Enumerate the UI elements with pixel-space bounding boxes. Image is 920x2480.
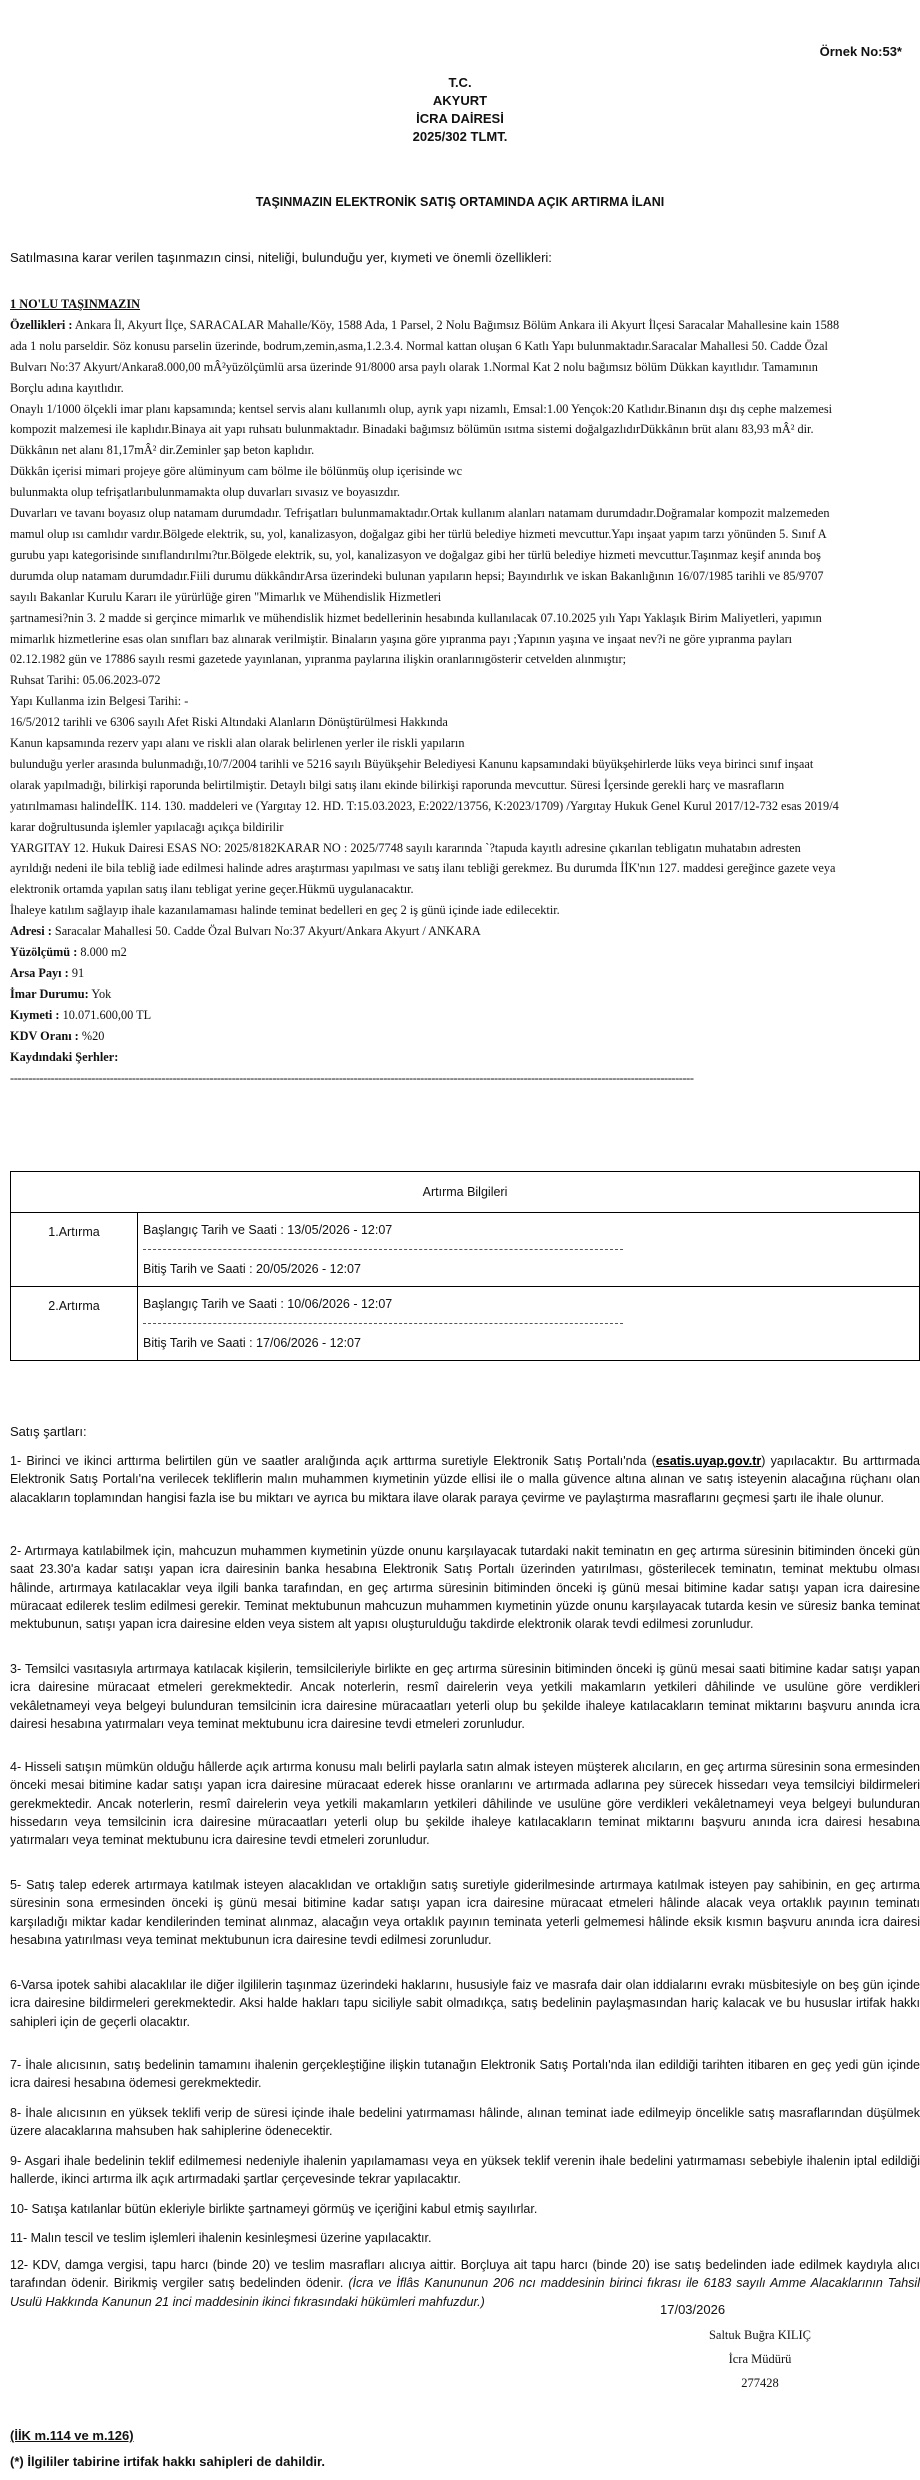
esatis-link[interactable]: esatis.uyap.gov.tr [655,1454,762,1468]
area-value: 8.000 m2 [80,945,127,960]
property-line: bulunduğu yerler arasında bulunmadığı,10/7/2004 tarihli ve 5216 sayılı Büyükşehir Belediyesi Kanunu kapsamındaki büyükşehirlerde lüks veya birinci sınıf inşaat [10,756,814,771]
address-value: Saracalar Mahallesi 50. Cadde Özal Bulvarı No:37 Akyurt/Ankara Akyurt / ANKARA [54,924,481,939]
property-line: elektronik ortamda yapılan satış ilanı tebligat yerine geçer.Hükmü uygulanacaktır. [10,882,414,897]
signature-title: İcra Müdürü [728,2352,792,2366]
document-header [0,74,920,146]
value-row [10,1005,920,1026]
auction-row [11,1213,920,1287]
condition-text: ) yapılacaktır. Bu arttırmada Elektronik Satış Portalı'na verilecek tekliflerin malın muhammen kıymetinin yüzde ellisi ile o malla güvence altına alınan ve satış isteyenin alacağına rüçhanı olan alacakların toplamından hangisi fazla ise bu miktarı ve ayrıca bu miktara ilave olarak paraya çevirme ve paylaştırma masraflarını geçmesi şartı ile ihale olunur. [10,1454,920,1505]
property-line: mimarlık hizmetlerine esas olan sınıfları baz alınarak verilmiştir. Binaların yaşına göre yıpranma payı ;Yapının yaşına ve inşaat nev?i ne göre yıpranma payları [10,631,793,646]
property-line: ayrıldığı nedeni ile bila tebliğ iade edilmesi halinde adres araştırması yapılması ve satış ilanı tebliği gerekmez. Bu durumda İİK'nın 127. maddesi gereğince gazete veya [10,861,836,876]
condition-11: 11- Malın tescil ve teslim işlemleri ihalenin kesinleşmesi üzerine yapılacaktır. [10,2231,432,2245]
auction-end: Bitiş Tarih ve Saati : 20/05/2026 - 12:07 [143,1262,361,1276]
auction-start: Başlangıç Tarih ve Saati : 13/05/2026 - 12:07 [143,1223,393,1237]
property-line: Yapı Kullanma izin Belgesi Tarihi: - [10,694,189,709]
kdv-row [10,1026,920,1047]
address-row [10,921,920,942]
condition-italic-note: (İcra ve İflâs Kanununun 206 ncı maddesinin birinci fıkrası ile 6183 sayılı Amme Alacaklarının Tahsil Usulü Hakkında Kanunun 21 inci maddesinin ikinci fıkrasındaki hükümleri mahfuzdur.) [10,2276,920,2309]
features-label: Özellikleri : [10,317,73,332]
property-line: yatırılmaması halindeİİK. 114. 130. maddeleri ve (Yargıtay 12. HD. T:15.03.2023, E:2022/13756, K:2023/1709) /Yargıtay Hukuk Genel Kurul 2017/12-732 esas 2019/4 [10,798,839,813]
property-line: 02.12.1982 gün ve 17886 sayılı resmi gazetede yayınlanan, yıpranma paylarına ilişkin oranlarınıgösterir cetvelden alınmıştır; [10,652,627,667]
ornek-number: Örnek No:53* [819,44,902,59]
share-row [10,963,920,984]
property-line: Dükkân içerisi mimari projeye göre alüminyum cam bölme ile bölünmüş olup içerisinde wc [10,464,463,479]
auction-start: Başlangıç Tarih ve Saati : 10/06/2026 - 12:07 [143,1297,393,1311]
property-line: mamul olup ısı camlıdır vardır.Bölgede elektrik, su, yol, kanalizasyon, doğalgaz gibi her türlü belediye hizmeti mevcuttur.Yapı inşaat yapım tarzı yönünden 5. Sınıf A [10,526,827,541]
property-line: bulunmakta olup tefrişatlarıbulunmamakta olup duvarları sıvasız ve boyasızdır. [10,485,400,500]
value-amount: 10.071.600,00 TL [62,1007,152,1022]
condition-3: 3- Temsilci vasıtasıyla artırmaya katılacak kişilerin, temsilcileriyle birlikte en geç artırma süresinin bitiminden önceki iş günü mesai saati bitimine kadar satışı yapan icra dairesine müracaat etmeleri gerekmektedir. Ancak noterlerin, resmî dairelerin veya yetkili makamların yetkileri dâhilinde ve usulüne göre verdikleri vekâletnameyi veya belgeyi bulunduran temsilcinin icra dairesine müracaatları yeterli olup bu şekilde ihaleye katılacakların teminat miktarını başvuru anında icra dairesi hesabına yatırmaları veya teminat mektubunu icra dairesine tevdi etmeleri zorunludur. [10,1662,920,1731]
conditions-label: Kaydındaki Şerhler: [10,1049,119,1064]
condition-2: 2- Artırmaya katılabilmek için, mahcuzun muhammen kıymetinin yüzde onunu karşılayacak tutardaki nakit teminatın en geç artırma süresinin bitiminden önceki gün saat 23.30'a kadar satışı yapan icra dairesinin banka hesabına Elektronik Satış Portalı üzerinden yatırılması, gösterilecek teminatın, teminat mektubu olması hâlinde, artırmaya katılacaklar veya ilgili banka tarafından, en geç artırma süresinin bitiminden önceki iş günü mesai bitimine kadar satışı yapan icra dairesine müracaat edilerek teslim edilmesi gerekir. Teminat mektubunun mahcuzun muhammen kıymetinin yüzde onunu karşılayacak tutarda kesin ve süresiz banka teminat mektubunun, satışı yapan icra dairesine elden veya sistem alt yapısı oluşturulduğu takdirde elektronik olarak tevdi edilmesi zorunludur. [10,1544,920,1632]
property-line: sayılı Bakanlar Kurulu Kararı ile yürürlüğe giren "Mimarlık ve Mühendislik Hizmetleri [10,589,442,604]
condition-7: 7- İhale alıcısının, satış bedelinin tamamını ihalenin gerçekleştiğine ilişkin tutanağın Elektronik Satış Portalı'nda ilan edildiği tarihten itibaren en geç yedi gün içinde icra dairesi hesabına ödemesi gerekmektedir. [10,2058,920,2091]
dashed-separator [143,1323,623,1324]
auction-row-label: 2.Artırma [11,1287,138,1361]
condition-8: 8- İhale alıcısının en yüksek teklifi verip de süresi içinde ihale bedelini yatırmaması hâlinde, alınan teminat iade edilmeyip öncelikle satış masraflarından düşülmek üzere alacaklarına mahsuben hak sahiplerine ödenecektir. [10,2106,920,2139]
property-heading: 1 NO'LU TAŞINMAZIN [10,297,141,311]
condition-12 [10,2256,920,2311]
property-line: karar doğrultusunda işlemler yapılacağı açıkça bildirilir [10,819,284,834]
condition-6: 6-Varsa ipotek sahibi alacaklılar ile diğer ilgililerin taşınmaz üzerindeki haklarını, hususiyle faiz ve masrafa dair olan iddialarını evrakı müsbitesiyle on beş gün içinde icra dairesine bildirmeleri gerekmektedir. Aksi halde hakları tapu siciliyle sabit olmadıkça, satış bedelinin paylaşmasından hariç kalacak ve bu hususlar irtifak hakkı sahipleri için de geçerli olacaktır. [10,1978,920,2029]
property-line-text: Ankara İl, Akyurt İlçe, SARACALAR Mahalle/Köy, 1588 Ada, 1 Parsel, 2 Nolu Bağımsız Bölüm Ankara ili Akyurt İlçesi Saracalar Mahallesine kain 1588 [74,317,840,332]
law-reference: (İİK m.114 ve m.126) [10,2428,134,2443]
property-line: ada 1 nolu parseldir. Söz konusu parselin üzerinde, bodrum,zemin,asma,1.2.3.4. Normal kattan oluşan 6 Katlı Yapı bulunmaktadır.Saracalar Mahallesi 50. Cadde Özal [10,338,828,353]
share-value: 91 [71,966,85,980]
condition-10: 10- Satışa katılanlar bütün ekleriyle birlikte şartnameyi görmüş ve içeriğini kabul etmiş sayılırlar. [10,2202,538,2216]
zoning-value: Yok [91,986,112,1001]
property-line: Ruhsat Tarihi: 05.06.2023-072 [10,673,161,688]
value-label: Kıymeti : [10,1007,60,1022]
property-line: Dükkânın net alanı 81,17mÂ² dir.Zeminler şap beton kaplıdır. [10,443,315,458]
header-file-no: 2025/302 TLMT. [412,129,508,144]
zoning-label: İmar Durumu: [10,986,89,1001]
kdv-label: KDV Oranı : [10,1028,79,1043]
auction-row-label: 1.Artırma [11,1213,138,1287]
condition-text: 1- Birinci ve ikinci arttırma belirtilen gün ve saatler aralığında açık arttırma suretiyle Elektronik Satış Portalı'nda ( [10,1454,656,1468]
auction-row-dates [138,1287,920,1361]
conditions-row [10,1047,920,1068]
intro-text: Satılmasına karar verilen taşınmazın cinsi, niteliği, bulunduğu yer, kıymeti ve önemli özellikleri: [10,250,552,265]
address-label: Adresi : [10,924,52,939]
auction-end: Bitiş Tarih ve Saati : 17/06/2026 - 12:07 [143,1336,361,1350]
property-section [10,294,920,1088]
header-tc: T.C. [448,75,472,90]
property-line: İhaleye katılım sağlayıp ihale kazanılamaması halinde teminat bedelleri en geç 2 iş günü içinde iade edilecektir. [10,903,560,918]
auction-table [10,1171,920,1361]
divider-line: ----------------------------------------------------------------------------------------------------------------------------------------------------------------------------------------- [10,1070,694,1085]
property-line: gurubu yapı kategorisinde sınıflandırılmı?tır.Bölgede elektrik, su, yol, kanalizasyon ve doğalgaz gibi her türlü belediye hizmeti mevcuttur.Taşınmaz keşif anında boş [10,547,821,562]
property-line: Borçlu adına kayıtlıdır. [10,380,124,395]
property-line: Duvarları ve tavanı boyasız olup natamam durumdadır. Tefrişatları bulunmamaktadır.Ortak kullanım alanları natamam durumdadır.Doğramalar kompozit malzemeden [10,506,830,521]
condition-5: 5- Satış talep ederek artırmaya katılmak isteyen alacaklıdan ve ortaklığın satış suretiyle giderilmesinde artırmaya katılmak isteyen pay sahibinin, en geç artırma süresinin sona ermesinden önceki iş günü mesai bitimine kadar satışı yapan icra dairesine müracaat etmeleri hâlinde alacak veya ortaklık payının teminatı karşıladığı miktar kadar kendilerinden teminat alınmaz, alacağın veya ortaklık payının teminata yeterli gelmemesi hâlinde eksik kısmın başvuru anında icra dairesi hesabına yatırılması veya teminat mektubunun icra dairesine tevdi edilmesi zorunludur. [10,1878,920,1947]
area-label: Yüzölçümü : [10,945,78,960]
area-row [10,942,920,963]
auction-table-title: Artırma Bilgileri [11,1172,920,1213]
dashed-separator [143,1249,623,1250]
signature-number: 277428 [741,2376,779,2390]
header-office: İCRA DAİRESİ [416,111,504,126]
property-line: kompozit malzemesi ile kaplıdır.Binaya ait yapı ruhsatı bulunmaktadır. Binadaki bağımsız bölümün ısıtma sistemi doğalgazlıdırDükkânın brüt alanı 83,93 mÂ² dir. [10,422,814,437]
footnote: (*) İlgililer tabirine irtifak hakkı sahipleri de dahildir. [10,2454,325,2469]
signature-name: Saltuk Buğra KILIÇ [708,2328,812,2342]
condition-9: 9- Asgari ihale bedelinin teklif edilmemesi nedeniyle ihalenin yapılamaması veya en yüksek teklif verenin ihale bedelini yatırmaması sebebiyle ihalenin iptal edildiği hallerde, ikinci artırma ilk açık artırmadaki şartlar çerçevesinde tekrar yapılacaktır. [10,2154,920,2187]
property-line: durumda olup natamam durumdadır.Fiili durumu dükkândırArsa üzerindeki bulunan yapıların hepsi; Bayındırlık ve iskan Bakanlığının 16/07/1985 tarihli ve 85/9707 [10,568,824,583]
header-city: AKYURT [432,93,488,108]
property-line: Bulvarı No:37 Akyurt/Ankara8.000,00 mÂ²yüzölçümlü arsa üzerinde 91/8000 arsa paylı olarak 1.Normal Kat 2 nolu bağımsız bölüm Dükkan kayıtlıdır. Tamamının [10,359,818,374]
property-line: YARGITAY 12. Hukuk Dairesi ESAS NO: 2025/8182KARAR NO : 2025/7748 sayılı kararında `?tapuda kayıtlı adresine çıkarılan tebligatın muhatabın adresten [10,840,801,855]
conditions-heading: Satış şartları: [10,1424,87,1439]
auction-row-dates [138,1213,920,1287]
condition-4: 4- Hisseli satışın mümkün olduğu hâllerde açık artırma konusu malı belirli paylarla satın almak isteyen müşterek alıcıların, en geç artırma süresinin sona ermesinden önceki mesai bitimine kadar satışı yapan icra dairesine müracaat ederek hisse oranlarını ve artırmada adlarına pey sürecek hissedarı veya temsilciyi bildirmeleri gerekmektedir. Ancak noterlerin, resmî dairelerin veya yetkili makamların yetkileri dâhilinde ve usulüne göre verdikleri vekâletnameyi veya belgeyi bulunduran hissedarın veya temsilcinin icra dairesine müracaatları yeterli olup bu şekilde ihaleye katılacakların teminat miktarını başvuru anında icra dairesi hesabına yatırmaları veya teminat mektubunu icra dairesine tevdi etmeleri zorunludur. [10,1760,920,1848]
announcement-title: TAŞINMAZIN ELEKTRONİK SATIŞ ORTAMINDA AÇIK ARTIRMA İLANI [255,195,665,209]
property-line: Onaylı 1/1000 ölçekli imar planı kapsamında; kentsel servis alanı kullanımlı olup, ayrık yapı nizamlı, Emsal:1.00 Yençok:20 Katlıdır.Binanın dışı dış cephe malzemesi [10,401,833,416]
share-label: Arsa Payı : [10,966,69,980]
kdv-value: %20 [81,1028,105,1043]
property-line [10,315,920,336]
condition-1 [10,1452,920,1507]
property-line: 16/5/2012 tarihli ve 6306 sayılı Afet Riski Altındaki Alanların Dönüştürülmesi Hakkında [10,715,448,730]
property-line: şartnamesi?nin 3. 2 madde si gerçince mimarlık ve mühendislik hizmet bedellerinin hesabında kullanılacak 07.10.2025 yılı Yapı Yaklaşık Birim Maliyetleri, yapımın [10,610,822,625]
condition-text: 12- KDV, damga vergisi, tapu harcı (binde 20) ve teslim masrafları alıcıya aittir. Borçluya ait tapu harcı (binde 20) ise satış bedelinden iade edilmek kaydıyla alıcı tarafından ödenir. Birikmiş vergiler satış bedelinden ödenir. [10,2258,920,2291]
property-line: Kanun kapsamında rezerv yapı alanı ve riskli alan olarak belirlenen yerler ile riskli yapıların [10,736,465,751]
property-line: olarak yapılmadığı, bilirkişi raporunda belirtilmiştir. Detaylı bilgi satış ilanı ekinde bilirkişi raporunda mevcuttur. Süresi İçersinde gerekli harç ve masrafların [10,777,785,792]
signature-date: 17/03/2026 [660,2302,726,2317]
auction-row [11,1287,920,1361]
zoning-row [10,984,920,1005]
